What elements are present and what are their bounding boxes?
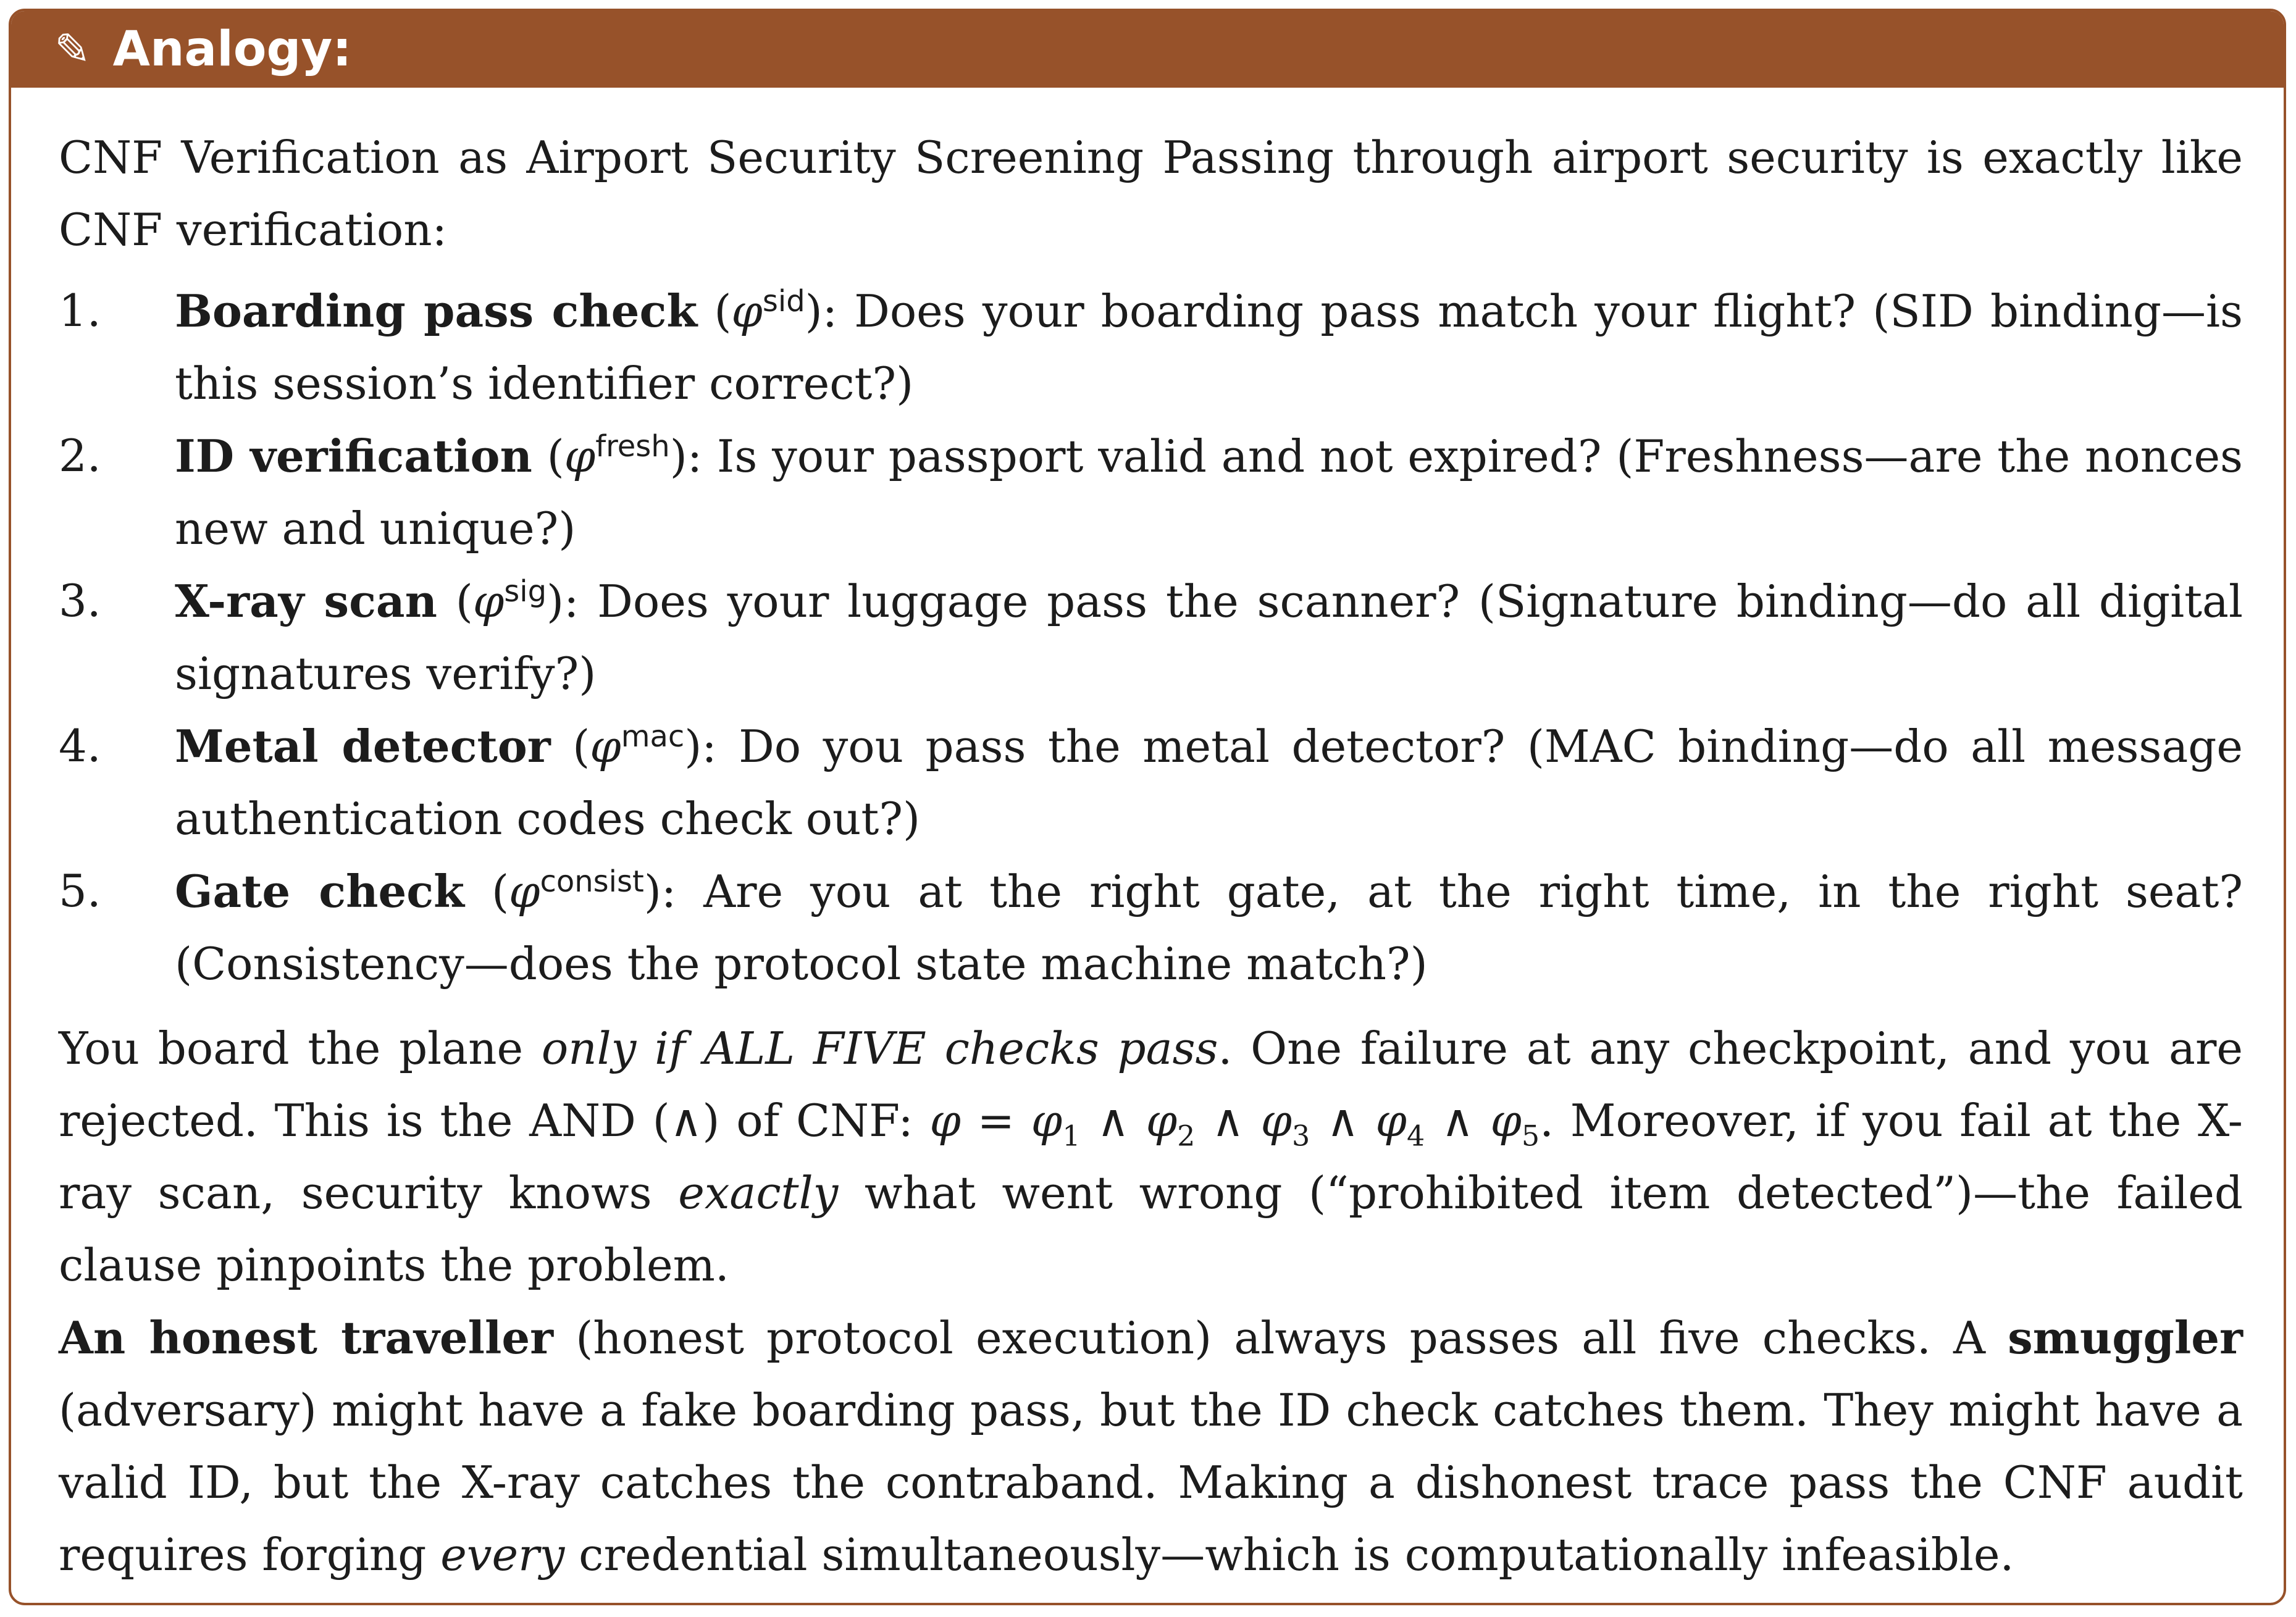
- item-number: 4.: [59, 720, 101, 772]
- item-text: ): Do you pass the metal detector? (MAC binding—do all message authentication codes check out?): [175, 721, 2244, 845]
- intro-paragraph: CNF Verification as Airport Security Screening Passing through airport security is exactly like CNF verification:: [59, 132, 2243, 256]
- phi-symbol: φ: [731, 285, 763, 337]
- item-number: 5.: [59, 865, 101, 917]
- traveller-text: (honest protocol execution) always passes all five checks. A: [553, 1312, 2008, 1364]
- list-item: 5. Gate check $(\varphi^{consist})$: Are you at the right gate, at the right time, in the right seat? (Consistency—does the protocol state machine match?): [59, 855, 2243, 1000]
- item-number: 2.: [59, 430, 101, 482]
- list-item: 1. Boarding pass check $(\varphi^{sid})$: Does your boarding pass match your flight? (SID binding—is this session’s identifier correct?): [59, 275, 2243, 420]
- traveller-text: (adversary) might have a fake boarding pass, but the ID check catches them. They might have a valid ID, but the X-ray catches the contraband. Making a dishonest trace pass the CNF audit requires forging: [59, 1384, 2243, 1581]
- formula-subscript: 2: [1177, 1119, 1196, 1153]
- item-number: 1.: [59, 285, 101, 336]
- item-superscript: consist: [540, 864, 644, 899]
- item-superscript: sig: [504, 574, 547, 609]
- item-term: Metal detector: [175, 720, 551, 772]
- cnf-text: You board the plane: [59, 1022, 542, 1074]
- item-text: ): Are you at the right gate, at the right time, in the right seat? (Consistency—does the protocol state machine match?): [175, 866, 2243, 990]
- formula-subscript: 5: [1521, 1119, 1540, 1153]
- item-superscript: fresh: [595, 429, 670, 464]
- analogy-title: Analogy:: [112, 22, 352, 77]
- item-text: ): Does your luggage pass the scanner? (Signature binding—do all digital signatures verify?): [175, 575, 2243, 700]
- cnf-text: . One failure at any checkpoint, and you are rejected. This is the AND (∧) of CNF:: [59, 1022, 2243, 1147]
- item-number: 3.: [59, 575, 101, 627]
- formula-subscript: 3: [1292, 1119, 1310, 1153]
- phi-symbol: φ: [472, 575, 505, 627]
- cnf-emphasis: only if ALL FIVE checks pass: [541, 1022, 1218, 1074]
- traveller-text: credential simultaneously—which is computationally infeasible.: [564, 1529, 2014, 1581]
- analogy-header: [11, 11, 2284, 88]
- cnf-formula: $\varphi = \varphi_1$ ∧ $\varphi_2$ ∧ $\varphi_3$ ∧ $\varphi_4$ ∧ $\varphi_5$: [929, 1095, 1540, 1153]
- item-term: X-ray scan: [175, 575, 437, 627]
- item-term: ID verification: [175, 430, 532, 482]
- phi-symbol: φ: [509, 866, 540, 917]
- list-item: 2. ID verification $(\varphi^{fresh})$: Is your passport valid and not expired? (Freshness—are the nonces new and unique?): [59, 420, 2243, 565]
- cnf-paragraph: [59, 1013, 2243, 1302]
- item-term: Gate check: [175, 865, 465, 917]
- list-item: 3. X-ray scan $(\varphi^{sig})$: Does your luggage pass the scanner? (Signature binding—do all digital signatures verify?): [59, 565, 2243, 710]
- analogy-box: [9, 9, 2286, 1605]
- analogy-content: [11, 88, 2284, 1591]
- item-superscript: sid: [762, 284, 805, 319]
- phi-symbol: φ: [590, 721, 621, 772]
- formula-subscript: 1: [1062, 1119, 1081, 1153]
- traveller-bold: An honest traveller: [59, 1311, 554, 1364]
- checks-list: [59, 275, 2243, 1000]
- cnf-text: what went wrong (“prohibited item detected”)—the failed clause pinpoints the problem.: [59, 1167, 2243, 1291]
- item-text: ): Is your passport valid and not expired? (Freshness—are the nonces new and unique?): [175, 430, 2243, 554]
- formula-subscript: 4: [1406, 1119, 1425, 1153]
- pencil-icon: ✎: [54, 24, 91, 75]
- traveller-emphasis: every: [440, 1529, 565, 1581]
- traveller-paragraph: [59, 1302, 2243, 1591]
- item-term: Boarding pass check: [175, 285, 698, 337]
- cnf-text: . Moreover, if you fail at the X-ray scan, security knows: [59, 1095, 2243, 1219]
- item-superscript: mac: [621, 719, 685, 754]
- item-text: ): Does your boarding pass match your flight? (SID binding—is this session’s identifier correct?): [175, 285, 2243, 409]
- cnf-emphasis: exactly: [678, 1167, 839, 1219]
- phi-symbol: φ: [564, 430, 596, 482]
- list-item: 4. Metal detector $(\varphi^{mac})$: Do you pass the metal detector? (MAC binding—do all message authentication codes check out?): [59, 710, 2243, 855]
- traveller-bold: smuggler: [2008, 1311, 2243, 1364]
